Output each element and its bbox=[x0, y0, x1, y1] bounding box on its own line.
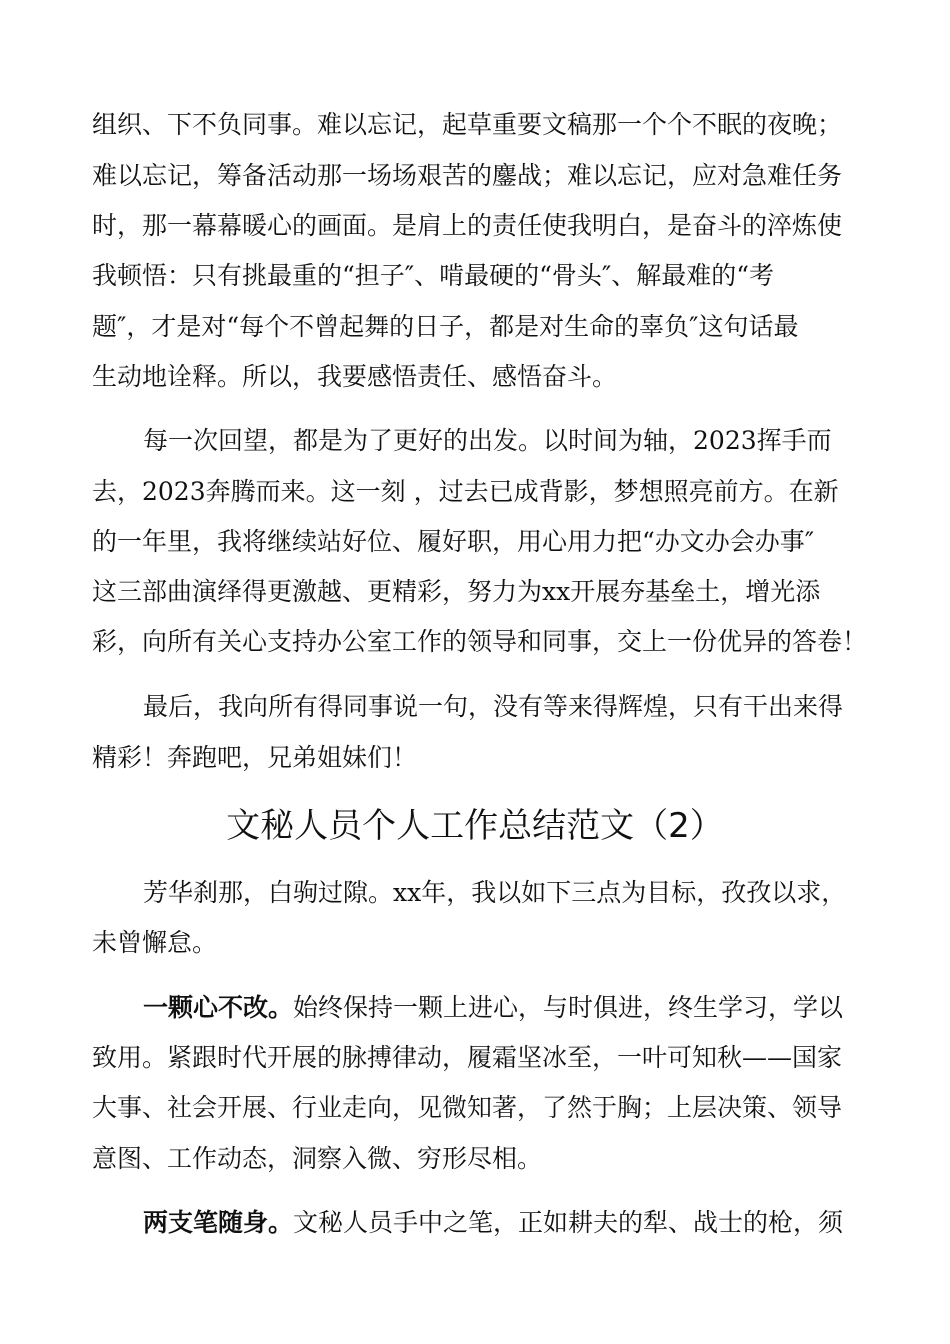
paragraph-line: 去，2023奔腾而来。这一刻 ，过去已成背影，梦想照亮前方。在新 bbox=[92, 477, 839, 506]
paragraph-line: 这三部曲演绎得更激越、更精彩，努力为xx开展夯基垒土，增光添 bbox=[92, 577, 821, 606]
paragraph-line: 最后，我向所有得同事说一句，没有等来得辉煌，只有干出来得 bbox=[143, 692, 844, 721]
paragraph-line: 题″，才是对“每个不曾起舞的日子，都是对生命的辜负″这句话最 bbox=[92, 312, 799, 341]
paragraph-line: 大事、社会开展、行业走向，见微知著，了然于胸；上层决策、领导 bbox=[92, 1093, 843, 1122]
section-title: 文秘人员个人工作总结范文（2） bbox=[226, 806, 724, 846]
paragraph-line: 每一次回望，都是为了更好的出发。以时间为轴，2023挥手而 bbox=[143, 426, 832, 455]
paragraph-line: 难以忘记，筹备活动那一场场艰苦的鏖战；难以忘记，应对急难任务 bbox=[92, 161, 843, 190]
paragraph-line: 意图、工作动态，洞察入微、穷形尽相。 bbox=[92, 1144, 543, 1173]
paragraph-heading: 一颗心不改。 bbox=[143, 993, 294, 1022]
paragraph-line: 致用。紧跟时代开展的脉搏律动，履霜坚冰至，一叶可知秋——国家 bbox=[92, 1043, 843, 1072]
paragraph-line: 的一年里，我将继续站好位、履好职，用心用力把“办文办会办事″ bbox=[92, 527, 815, 556]
paragraph-line: 生动地诠释。所以，我要感悟责任、感悟奋斗。 bbox=[92, 362, 618, 391]
paragraph-line: 未曾懈怠。 bbox=[92, 928, 218, 957]
paragraph-line: 时，那一幕幕暖心的画面。是肩上的责任使我明白，是奋斗的淬炼使 bbox=[92, 211, 843, 240]
paragraph-line bbox=[143, 1208, 918, 1238]
paragraph-text: 始终保持一颗上进心，与时俱进，终生学习，学以 bbox=[293, 993, 844, 1022]
paragraph-line: 芳华刹那，白驹过隙。xx年，我以如下三点为目标，孜孜以求， bbox=[143, 878, 847, 907]
paragraph-heading: 两支笔随身。 bbox=[143, 1208, 294, 1237]
paragraph-line: 我顿悟：只有挑最重的“担子″、啃最硬的“骨头″、解最难的“考 bbox=[92, 261, 775, 290]
paragraph-line bbox=[143, 993, 918, 1023]
paragraph-line: 精彩！奔跑吧，兄弟姐妹们！ bbox=[92, 743, 418, 772]
paragraph-line: 组织、下不负同事。难以忘记，起草重要文稿那一个个不眠的夜晚； bbox=[92, 110, 843, 139]
paragraph-text: 文秘人员手中之笔，正如耕夫的犁、战士的枪，须 bbox=[293, 1208, 844, 1237]
paragraph-line: 彩，向所有关心支持办公室工作的领导和同事，交上一份优异的答卷！ bbox=[92, 627, 868, 656]
